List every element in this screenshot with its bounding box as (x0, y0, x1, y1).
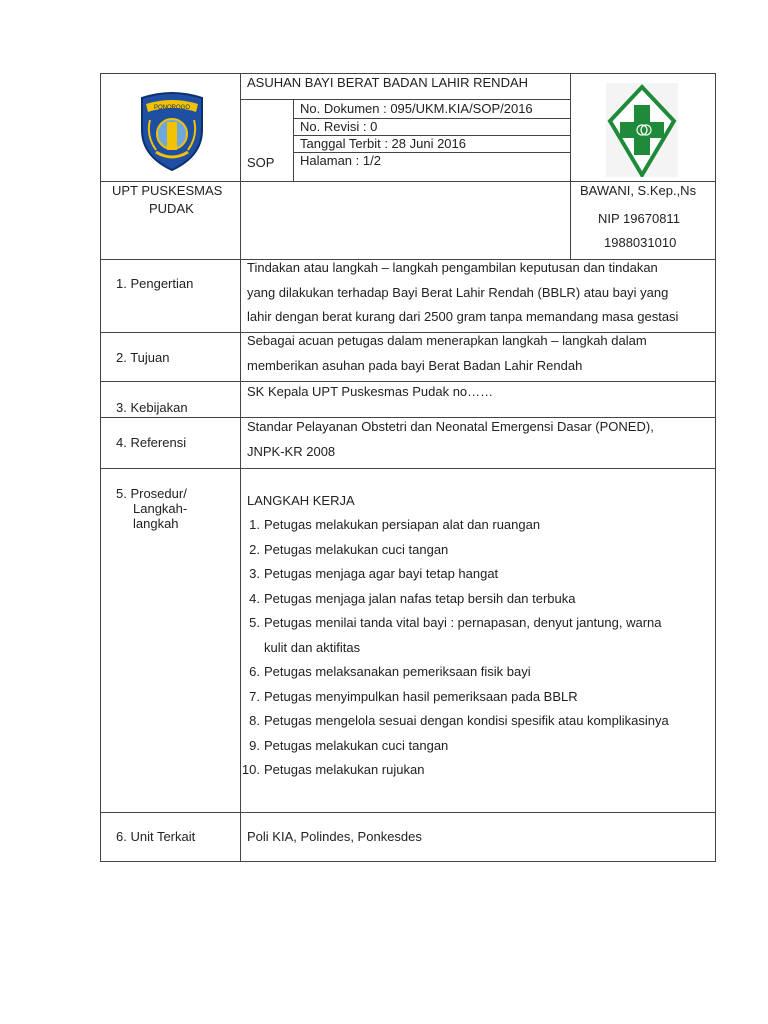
unit-text: Poli KIA, Polindes, Ponkesdes (247, 829, 422, 844)
step-number: 2. (249, 541, 260, 557)
crest-text: PONOROGO (153, 105, 191, 111)
step-item (238, 513, 669, 538)
prosedur-label (116, 486, 187, 531)
step-number: 10. (241, 762, 260, 777)
step-item (238, 660, 669, 685)
prosedur-label-line: langkah (133, 516, 179, 531)
referensi-text (247, 415, 654, 464)
step-text-continued: kulit dan aktifitas (264, 639, 361, 655)
publish-date: Tanggal Terbit : 28 Juni 2016 (300, 136, 466, 151)
step-item (238, 562, 669, 587)
border-left (100, 73, 101, 862)
referensi-label: 4. Referensi (116, 435, 187, 450)
step-item (238, 538, 669, 563)
step-number: 9. (249, 737, 260, 753)
pengertian-line: yang dilakukan terhadap Bayi Berat Lahir Rendah (BBLR) atau bayi yang (247, 284, 669, 300)
border-bottom (100, 861, 716, 862)
tujuan-text (247, 329, 647, 378)
kebijakan-text: SK Kepala UPT Puskesmas Pudak no…… (247, 384, 494, 399)
document-number: No. Dokumen : 095/UKM.KIA/SOP/2016 (300, 101, 533, 116)
referensi-line: Standar Pelayanan Obstetri dan Neonatal Emergensi Dasar (PONED), (247, 419, 654, 434)
referensi-line: JNPK-KR 2008 (247, 443, 336, 459)
signer-nip-line1: NIP 19670811 (598, 211, 680, 226)
regency-crest-logo (136, 90, 208, 175)
step-item (238, 587, 669, 612)
sop-label: SOP (247, 155, 275, 170)
step-number: 7. (249, 688, 260, 704)
step-number: 8. (249, 713, 260, 728)
prosedur-label-line: Langkah- (133, 501, 188, 516)
step-text: Petugas menyimpulkan hasil pemeriksaan pada BBLR (264, 688, 578, 704)
institution-location: PUDAK (149, 201, 194, 216)
page-number: Halaman : 1/2 (300, 153, 381, 168)
tujuan-label: 2. Tujuan (116, 350, 170, 365)
revision-number: No. Revisi : 0 (300, 119, 378, 134)
pengertian-label: 1. Pengertian (116, 276, 194, 291)
health-cross-logo (606, 83, 678, 180)
step-text: Petugas melakukan persiapan alat dan ruangan (264, 517, 541, 532)
pengertian-text (247, 256, 678, 330)
border-header-bottom (100, 181, 716, 182)
border-title-bottom (240, 99, 570, 100)
step-text: Petugas melakukan rujukan (264, 762, 425, 777)
step-item (238, 685, 669, 710)
prosedur-label-line: 5. Prosedur/ (116, 486, 187, 501)
pengertian-line: Tindakan atau langkah – langkah pengambilan keputusan dan tindakan (247, 260, 658, 275)
step-text: Petugas menilai tanda vital bayi : pernapasan, denyut jantung, warna (264, 615, 662, 630)
kebijakan-label: 3. Kebijakan (116, 400, 188, 415)
border-right (715, 73, 716, 862)
border-top (100, 73, 716, 74)
step-text: Petugas mengelola sesuai dengan kondisi spesifik atau komplikasinya (264, 713, 669, 728)
tujuan-line: Sebagai acuan petugas dalam menerapkan langkah – langkah dalam (247, 333, 647, 348)
step-number: 6. (249, 664, 260, 679)
step-item (238, 734, 669, 759)
step-number: 3. (249, 566, 260, 581)
step-item (238, 709, 669, 734)
step-text: Petugas melaksanakan pemeriksaan fisik bayi (264, 664, 531, 679)
tujuan-line: memberikan asuhan pada bayi Berat Badan Lahir Rendah (247, 357, 583, 373)
border-tujuan-bottom (100, 381, 716, 382)
prosedur-heading: LANGKAH KERJA (247, 493, 355, 508)
step-number: 1. (249, 517, 260, 532)
document-title: ASUHAN BAYI BERAT BADAN LAHIR RENDAH (247, 75, 529, 90)
signer-nip-line2: 1988031010 (604, 235, 677, 250)
border-prosedur-bottom (100, 812, 716, 813)
institution-name: UPT PUSKESMAS (112, 183, 223, 198)
step-number: 5. (249, 615, 260, 630)
unit-label: 6. Unit Terkait (116, 829, 196, 844)
step-text: Petugas melakukan cuci tangan (264, 541, 449, 557)
step-text: Petugas menjaga agar bayi tetap hangat (264, 566, 499, 581)
step-item (238, 611, 669, 660)
step-text: Petugas melakukan cuci tangan (264, 737, 449, 753)
step-item (238, 758, 669, 783)
border-right-header-col (570, 73, 571, 260)
step-text: Petugas menjaga jalan nafas tetap bersih dan terbuka (264, 590, 576, 606)
step-number: 4. (249, 590, 260, 606)
signer-name: BAWANI, S.Kep.,Ns (580, 183, 697, 198)
border-sop-col (293, 99, 294, 182)
pengertian-line: lahir dengan berat kurang dari 2500 gram tanpa memandang masa gestasi (247, 309, 679, 324)
border-referensi-bottom (100, 468, 716, 469)
prosedur-steps (238, 513, 669, 783)
